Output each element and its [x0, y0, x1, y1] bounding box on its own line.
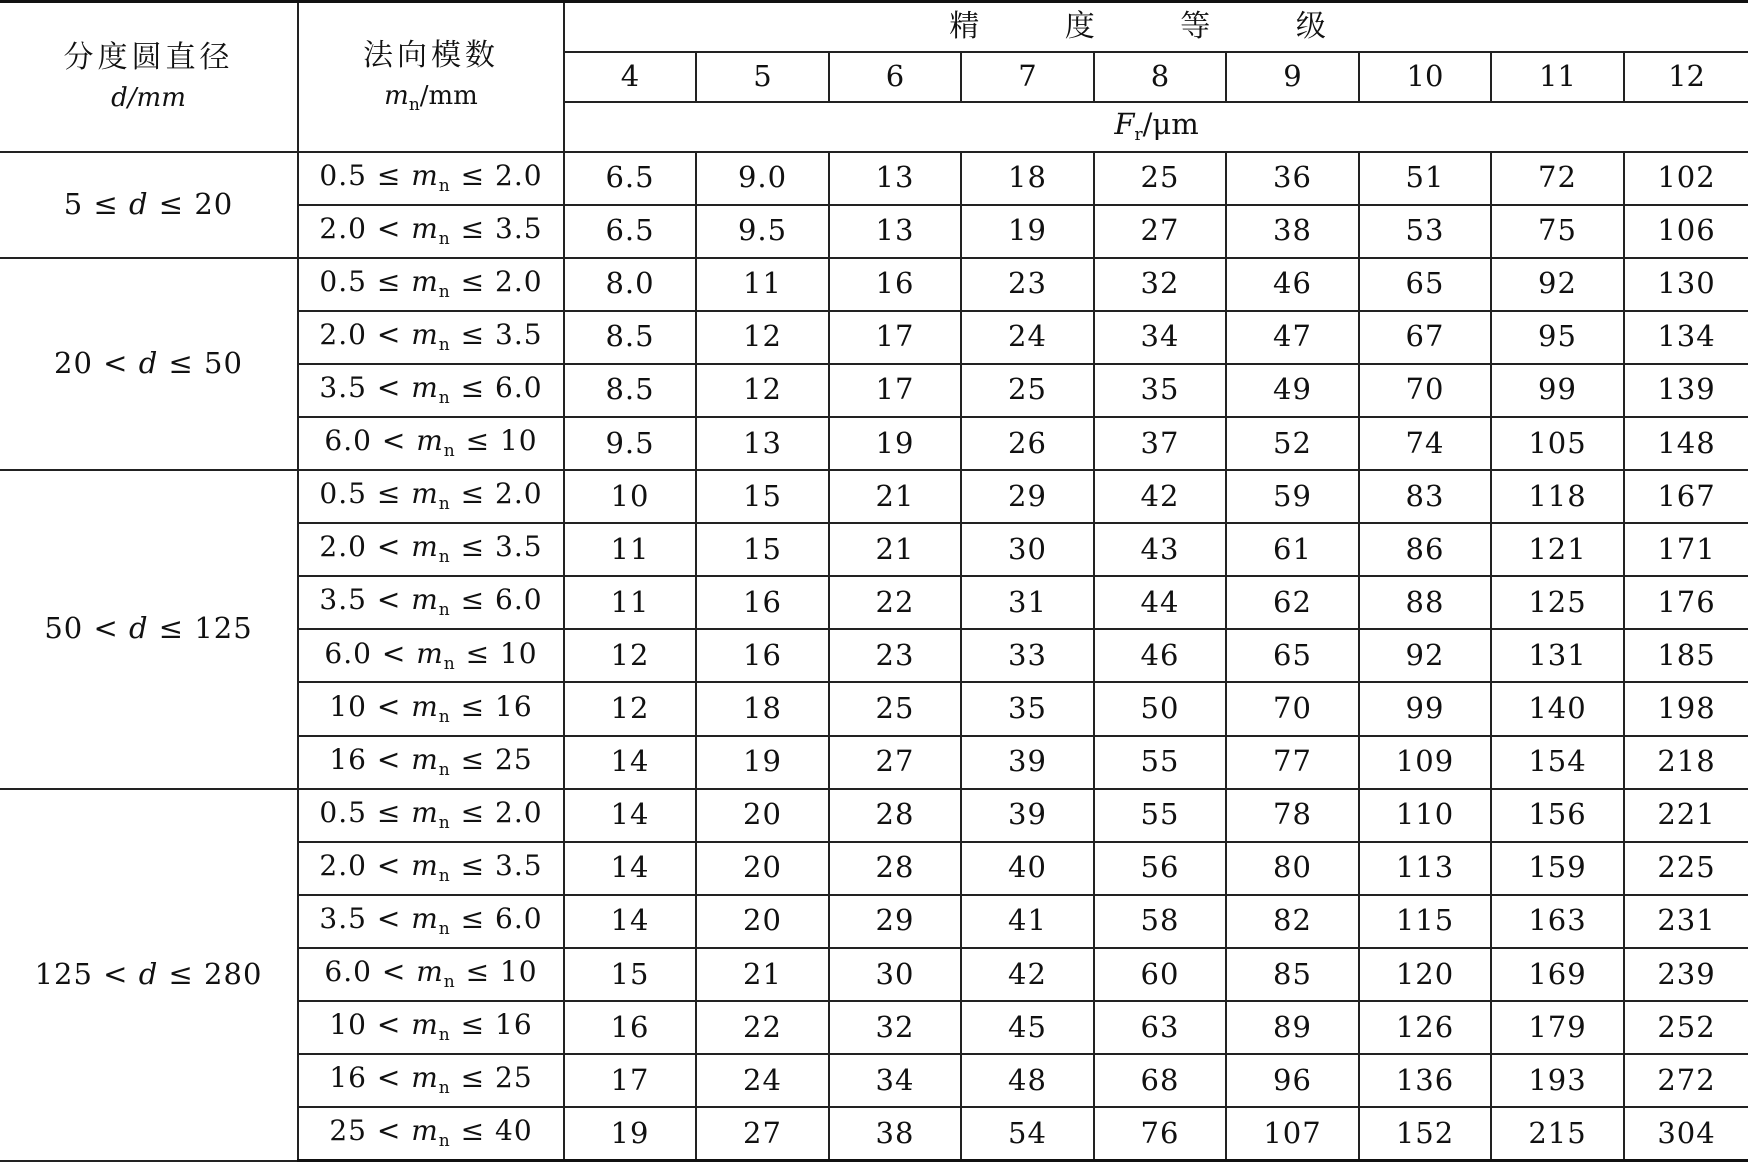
module-range-cell: $6.0 < m_n \le 10$ — [298, 629, 564, 682]
tolerance-value-cell: 54 — [961, 1107, 1094, 1160]
tolerance-value-cell: 185 — [1624, 629, 1748, 682]
tolerance-value-cell: 106 — [1624, 205, 1748, 258]
tolerance-value-cell: 75 — [1491, 205, 1624, 258]
tolerance-value-cell: 152 — [1359, 1107, 1491, 1160]
tolerance-value-cell: 16 — [696, 629, 829, 682]
tolerance-value-cell: 99 — [1359, 682, 1491, 735]
tolerance-value-cell: 46 — [1226, 258, 1359, 311]
tolerance-value-cell: 154 — [1491, 736, 1624, 789]
tolerance-value-cell: 39 — [961, 789, 1094, 842]
tolerance-value-cell: 20 — [696, 842, 829, 895]
diameter-range-cell: 20 < d ≤ 50 — [0, 258, 298, 470]
tolerance-value-cell: 11 — [696, 258, 829, 311]
tolerance-value-cell: 107 — [1226, 1107, 1359, 1160]
tolerance-value-cell: 23 — [961, 258, 1094, 311]
module-range-cell: $6.0 < m_n \le 10$ — [298, 417, 564, 470]
tolerance-value-cell: 121 — [1491, 523, 1624, 576]
tolerance-value-cell: 25 — [961, 364, 1094, 417]
tolerance-value-cell: 17 — [564, 1054, 696, 1107]
tolerance-value-cell: 139 — [1624, 364, 1748, 417]
tolerance-value-cell: 120 — [1359, 948, 1491, 1001]
tolerance-value-cell: 76 — [1094, 1107, 1226, 1160]
tolerance-value-cell: 61 — [1226, 523, 1359, 576]
tolerance-value-cell: 12 — [564, 629, 696, 682]
tolerance-value-cell: 156 — [1491, 789, 1624, 842]
grade-header-cell: 8 — [1094, 52, 1226, 102]
tolerance-value-cell: 58 — [1094, 895, 1226, 948]
module-label: 法向模数 — [363, 37, 499, 73]
tolerance-value-cell: 14 — [564, 895, 696, 948]
tolerance-value-cell: 27 — [1094, 205, 1226, 258]
tolerance-value-cell: 30 — [961, 523, 1094, 576]
tolerance-value-cell: 95 — [1491, 311, 1624, 364]
tolerance-value-cell: 231 — [1624, 895, 1748, 948]
tolerance-value-cell: 47 — [1226, 311, 1359, 364]
tolerance-value-cell: 36 — [1226, 152, 1359, 205]
tolerance-value-cell: 67 — [1359, 311, 1491, 364]
grade-header-cell: 5 — [696, 52, 829, 102]
tolerance-value-cell: 31 — [961, 576, 1094, 629]
tolerance-value-cell: 38 — [829, 1107, 961, 1160]
diameter-range-cell: 50 < d ≤ 125 — [0, 470, 298, 789]
module-unit: $m_n/mm$ — [384, 80, 478, 115]
tolerance-value-cell: 9.0 — [696, 152, 829, 205]
tolerance-value-cell: 34 — [829, 1054, 961, 1107]
tolerance-value-cell: 16 — [564, 1001, 696, 1054]
tolerance-value-cell: 24 — [696, 1054, 829, 1107]
tolerance-value-cell: 65 — [1359, 258, 1491, 311]
tolerance-value-cell: 83 — [1359, 470, 1491, 523]
tolerance-value-cell: 126 — [1359, 1001, 1491, 1054]
tolerance-value-cell: 148 — [1624, 417, 1748, 470]
module-range-cell: $3.5 < m_n \le 6.0$ — [298, 364, 564, 417]
module-range-cell: $0.5 \le m_n \le 2.0$ — [298, 258, 564, 311]
table-body — [0, 152, 1748, 1161]
tolerance-value-cell: 29 — [961, 470, 1094, 523]
tolerance-value-cell: 40 — [961, 842, 1094, 895]
tolerance-value-cell: 17 — [829, 311, 961, 364]
tolerance-value-cell: 167 — [1624, 470, 1748, 523]
tolerance-value-cell: 304 — [1624, 1107, 1748, 1160]
tolerance-value-cell: 51 — [1359, 152, 1491, 205]
tolerance-value-cell: 215 — [1491, 1107, 1624, 1160]
tolerance-value-cell: 12 — [696, 364, 829, 417]
tolerance-value-cell: 86 — [1359, 523, 1491, 576]
grade-header-cell: 12 — [1624, 52, 1748, 102]
tolerance-value-cell: 49 — [1226, 364, 1359, 417]
tolerance-value-cell: 109 — [1359, 736, 1491, 789]
tolerance-value-cell: 89 — [1226, 1001, 1359, 1054]
tolerance-value-cell: 14 — [564, 789, 696, 842]
tolerance-value-cell: 239 — [1624, 948, 1748, 1001]
tolerance-value-cell: 22 — [829, 576, 961, 629]
tolerance-value-cell: 43 — [1094, 523, 1226, 576]
module-range-cell: $0.5 \le m_n \le 2.0$ — [298, 152, 564, 205]
tolerance-value-cell: 21 — [829, 523, 961, 576]
tolerance-value-cell: 16 — [829, 258, 961, 311]
grade-header-cell: 7 — [961, 52, 1094, 102]
tolerance-value-cell: 169 — [1491, 948, 1624, 1001]
tolerance-value-cell: 85 — [1226, 948, 1359, 1001]
tolerance-value-cell: 18 — [696, 682, 829, 735]
tolerance-value-cell: 12 — [696, 311, 829, 364]
tolerance-value-cell: 15 — [696, 470, 829, 523]
module-range-cell: $6.0 < m_n \le 10$ — [298, 948, 564, 1001]
tolerance-value-cell: 77 — [1226, 736, 1359, 789]
grade-header-cell: 4 — [564, 52, 696, 102]
module-range-cell: $2.0 < m_n \le 3.5$ — [298, 523, 564, 576]
tolerance-value-cell: 272 — [1624, 1054, 1748, 1107]
module-range-cell: $0.5 \le m_n \le 2.0$ — [298, 470, 564, 523]
tolerance-value-cell: 80 — [1226, 842, 1359, 895]
tolerance-value-cell: 11 — [564, 576, 696, 629]
tolerance-value-cell: 52 — [1226, 417, 1359, 470]
tolerance-value-cell: 82 — [1226, 895, 1359, 948]
tolerance-unit: $F_r/\mu m$ — [1114, 106, 1199, 145]
tolerance-value-cell: 198 — [1624, 682, 1748, 735]
tolerance-value-cell: 27 — [829, 736, 961, 789]
module-range-cell: $0.5 \le m_n \le 2.0$ — [298, 789, 564, 842]
tolerance-value-cell: 70 — [1359, 364, 1491, 417]
tolerance-value-cell: 14 — [564, 842, 696, 895]
tolerance-value-cell: 140 — [1491, 682, 1624, 735]
tolerance-value-cell: 18 — [961, 152, 1094, 205]
tolerance-value-cell: 62 — [1226, 576, 1359, 629]
tolerance-value-cell: 88 — [1359, 576, 1491, 629]
tolerance-value-cell: 37 — [1094, 417, 1226, 470]
tolerance-value-cell: 19 — [696, 736, 829, 789]
tolerance-value-cell: 115 — [1359, 895, 1491, 948]
tolerance-value-cell: 74 — [1359, 417, 1491, 470]
tolerance-value-cell: 65 — [1226, 629, 1359, 682]
tolerance-value-cell: 9.5 — [696, 205, 829, 258]
tolerance-value-cell: 24 — [961, 311, 1094, 364]
tolerance-value-cell: 225 — [1624, 842, 1748, 895]
tolerance-value-cell: 118 — [1491, 470, 1624, 523]
module-range-cell: $3.5 < m_n \le 6.0$ — [298, 576, 564, 629]
tolerance-value-cell: 221 — [1624, 789, 1748, 842]
diameter-header — [0, 2, 298, 152]
tolerance-value-cell: 55 — [1094, 789, 1226, 842]
module-range-cell: $3.5 < m_n \le 6.0$ — [298, 895, 564, 948]
tolerance-value-cell: 48 — [961, 1054, 1094, 1107]
tolerance-value-cell: 102 — [1624, 152, 1748, 205]
diameter-range-cell: 125 < d ≤ 280 — [0, 789, 298, 1161]
tolerance-value-cell: 39 — [961, 736, 1094, 789]
diameter-unit: d/mm — [111, 82, 186, 113]
tolerance-value-cell: 8.5 — [564, 311, 696, 364]
module-range-cell: $10 < m_n \le 16$ — [298, 1001, 564, 1054]
tolerance-value-cell: 134 — [1624, 311, 1748, 364]
grade-header-cell: 10 — [1359, 52, 1491, 102]
tolerance-value-cell: 35 — [961, 682, 1094, 735]
tolerance-value-cell: 16 — [696, 576, 829, 629]
tolerance-value-cell: 19 — [829, 417, 961, 470]
tolerance-value-cell: 63 — [1094, 1001, 1226, 1054]
tolerance-value-cell: 44 — [1094, 576, 1226, 629]
table-row — [0, 152, 1748, 205]
tolerance-value-cell: 72 — [1491, 152, 1624, 205]
tolerance-value-cell: 25 — [1094, 152, 1226, 205]
tolerance-value-cell: 99 — [1491, 364, 1624, 417]
tolerance-value-cell: 179 — [1491, 1001, 1624, 1054]
tolerance-value-cell: 32 — [1094, 258, 1226, 311]
tolerance-value-cell: 30 — [829, 948, 961, 1001]
tolerance-value-cell: 96 — [1226, 1054, 1359, 1107]
tolerance-value-cell: 130 — [1624, 258, 1748, 311]
tolerance-value-cell: 22 — [696, 1001, 829, 1054]
tolerance-value-cell: 35 — [1094, 364, 1226, 417]
tolerance-value-cell: 21 — [696, 948, 829, 1001]
tolerance-value-cell: 32 — [829, 1001, 961, 1054]
tolerance-value-cell: 13 — [696, 417, 829, 470]
tolerance-value-cell: 53 — [1359, 205, 1491, 258]
tolerance-value-cell: 34 — [1094, 311, 1226, 364]
module-range-cell: $16 < m_n \le 25$ — [298, 736, 564, 789]
tolerance-value-cell: 55 — [1094, 736, 1226, 789]
tolerance-value-cell: 27 — [696, 1107, 829, 1160]
tolerance-value-cell: 28 — [829, 842, 961, 895]
tolerance-value-cell: 193 — [1491, 1054, 1624, 1107]
module-range-cell: $16 < m_n \le 25$ — [298, 1054, 564, 1107]
module-range-cell: $2.0 < m_n \le 3.5$ — [298, 311, 564, 364]
tolerance-value-cell: 92 — [1359, 629, 1491, 682]
tolerance-value-cell: 38 — [1226, 205, 1359, 258]
tolerance-value-cell: 42 — [961, 948, 1094, 1001]
tolerance-value-cell: 25 — [829, 682, 961, 735]
tolerance-value-cell: 92 — [1491, 258, 1624, 311]
tolerance-value-cell: 13 — [829, 205, 961, 258]
tolerance-value-cell: 6.5 — [564, 152, 696, 205]
tolerance-value-cell: 29 — [829, 895, 961, 948]
tolerance-value-cell: 45 — [961, 1001, 1094, 1054]
tolerance-value-cell: 8.5 — [564, 364, 696, 417]
module-range-cell: $25 < m_n \le 40$ — [298, 1107, 564, 1160]
tolerance-value-cell: 70 — [1226, 682, 1359, 735]
tolerance-value-cell: 46 — [1094, 629, 1226, 682]
diameter-label: 分度圆直径 — [63, 39, 234, 75]
tolerance-value-cell: 105 — [1491, 417, 1624, 470]
tolerance-value-cell: 41 — [961, 895, 1094, 948]
table-row — [0, 789, 1748, 842]
table-row — [0, 258, 1748, 311]
tolerance-value-cell: 59 — [1226, 470, 1359, 523]
tolerance-value-cell: 19 — [564, 1107, 696, 1160]
precision-grade-header — [564, 2, 1748, 52]
tolerance-value-cell: 125 — [1491, 576, 1624, 629]
tolerance-value-cell: 171 — [1624, 523, 1748, 576]
tolerance-value-cell: 68 — [1094, 1054, 1226, 1107]
tolerance-value-cell: 9.5 — [564, 417, 696, 470]
tolerance-value-cell: 26 — [961, 417, 1094, 470]
tolerance-value-cell: 23 — [829, 629, 961, 682]
grade-header-cell: 9 — [1226, 52, 1359, 102]
grade-header-cell: 11 — [1491, 52, 1624, 102]
tolerance-value-cell: 17 — [829, 364, 961, 417]
tolerance-value-cell: 10 — [564, 470, 696, 523]
tolerance-value-cell: 131 — [1491, 629, 1624, 682]
tolerance-value-cell: 28 — [829, 789, 961, 842]
tolerance-value-cell: 15 — [564, 948, 696, 1001]
module-header — [298, 2, 564, 152]
tolerance-value-cell: 136 — [1359, 1054, 1491, 1107]
grade-header-cell: 6 — [829, 52, 961, 102]
tolerance-value-cell: 218 — [1624, 736, 1748, 789]
tolerance-value-cell: 42 — [1094, 470, 1226, 523]
tolerance-value-cell: 176 — [1624, 576, 1748, 629]
tolerance-value-cell: 56 — [1094, 842, 1226, 895]
tolerance-value-cell: 20 — [696, 789, 829, 842]
tolerance-value-cell: 14 — [564, 736, 696, 789]
tolerance-value-cell: 159 — [1491, 842, 1624, 895]
tolerance-value-cell: 12 — [564, 682, 696, 735]
tolerance-value-cell: 50 — [1094, 682, 1226, 735]
tolerance-value-cell: 6.5 — [564, 205, 696, 258]
table-row — [0, 470, 1748, 523]
module-range-cell: $2.0 < m_n \le 3.5$ — [298, 842, 564, 895]
module-range-cell: $10 < m_n \le 16$ — [298, 682, 564, 735]
tolerance-unit-header — [564, 102, 1748, 152]
tolerance-value-cell: 110 — [1359, 789, 1491, 842]
tolerance-value-cell: 15 — [696, 523, 829, 576]
tolerance-value-cell: 60 — [1094, 948, 1226, 1001]
diameter-range-cell: 5 ≤ d ≤ 20 — [0, 152, 298, 258]
tolerance-value-cell: 21 — [829, 470, 961, 523]
module-range-cell: $2.0 < m_n \le 3.5$ — [298, 205, 564, 258]
tolerance-value-cell: 13 — [829, 152, 961, 205]
tolerance-value-cell: 252 — [1624, 1001, 1748, 1054]
tolerance-value-cell: 19 — [961, 205, 1094, 258]
tolerance-value-cell: 113 — [1359, 842, 1491, 895]
tolerance-value-cell: 78 — [1226, 789, 1359, 842]
tolerance-value-cell: 8.0 — [564, 258, 696, 311]
tolerance-value-cell: 163 — [1491, 895, 1624, 948]
tolerance-value-cell: 11 — [564, 523, 696, 576]
precision-title: 精 度 等 级 — [949, 9, 1364, 45]
tolerance-value-cell: 20 — [696, 895, 829, 948]
tolerance-value-cell: 33 — [961, 629, 1094, 682]
